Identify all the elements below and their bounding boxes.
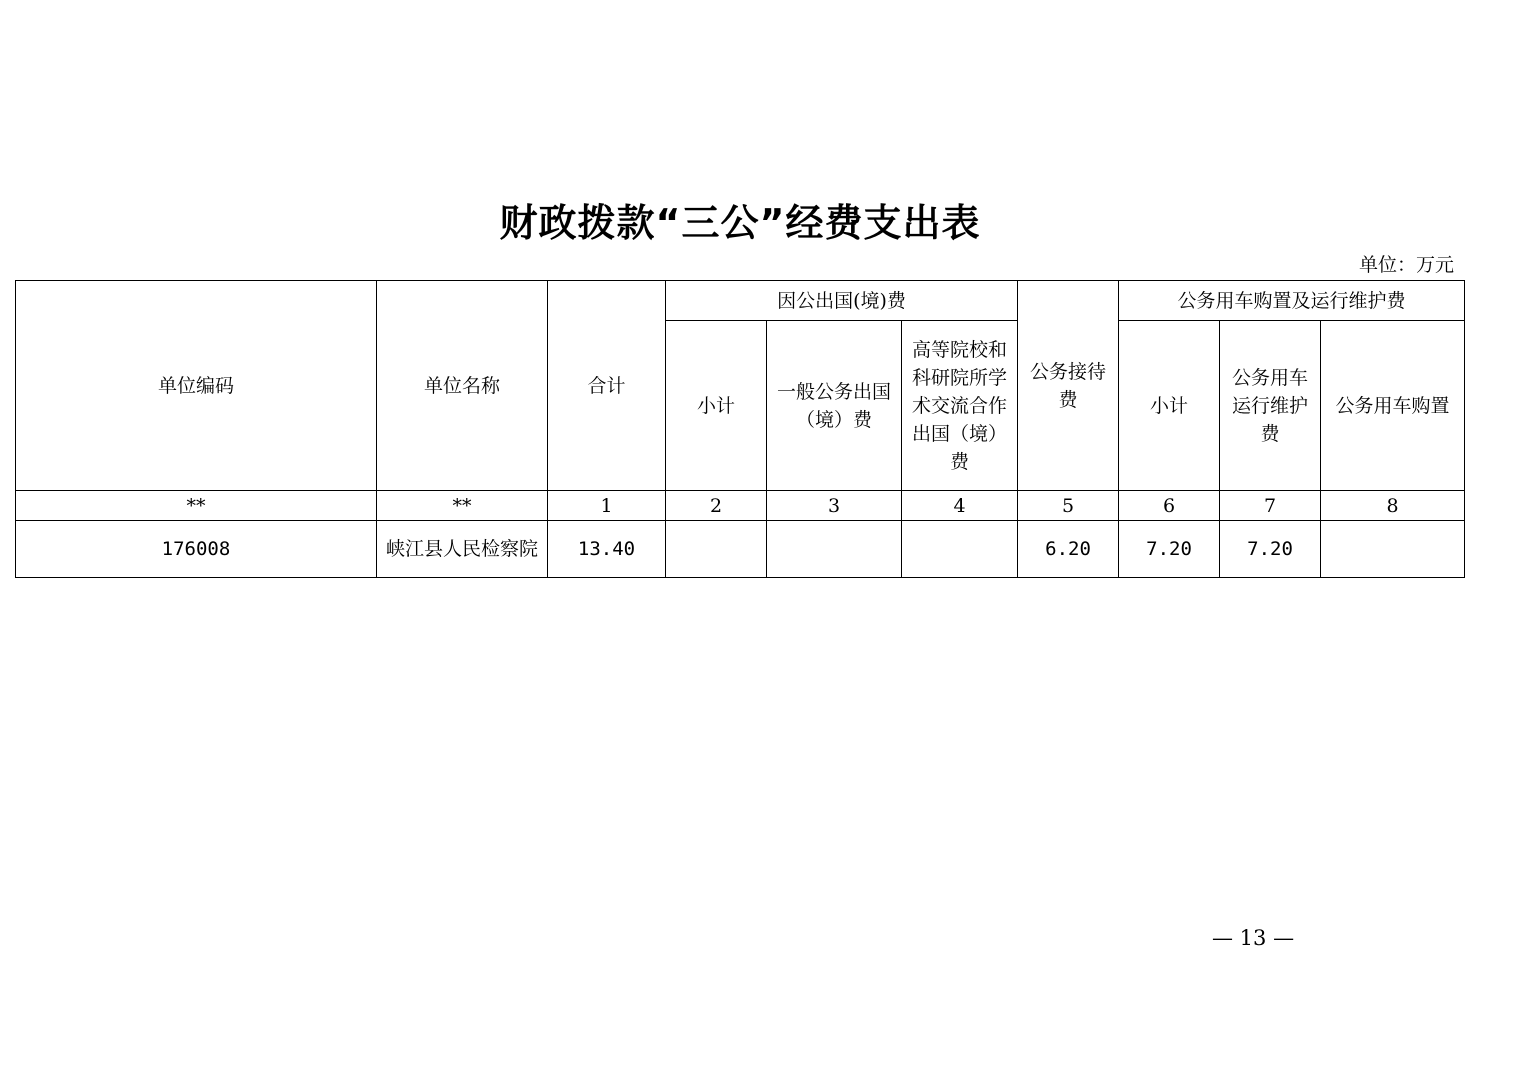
cell-abroad-general bbox=[767, 521, 902, 578]
index-cell: 3 bbox=[767, 491, 902, 521]
header-total: 合计 bbox=[548, 281, 666, 491]
cell-unit-name: 峡江县人民检察院 bbox=[377, 521, 548, 578]
cell-abroad-academic bbox=[902, 521, 1018, 578]
header-abroad-academic: 高等院校和科研院所学术交流合作出国（境）费 bbox=[902, 321, 1018, 491]
index-cell: 6 bbox=[1119, 491, 1220, 521]
header-reception: 公务接待费 bbox=[1018, 281, 1119, 491]
header-vehicle-subtotal: 小计 bbox=[1119, 321, 1220, 491]
index-cell: 5 bbox=[1018, 491, 1119, 521]
cell-vehicle-purchase bbox=[1321, 521, 1465, 578]
cell-abroad-subtotal bbox=[666, 521, 767, 578]
cell-unit-code: 176008 bbox=[16, 521, 377, 578]
header-vehicle-purchase: 公务用车购置 bbox=[1321, 321, 1465, 491]
index-cell: ** bbox=[16, 491, 377, 521]
index-cell: 4 bbox=[902, 491, 1018, 521]
cell-vehicle-operation: 7.20 bbox=[1220, 521, 1321, 578]
cell-reception: 6.20 bbox=[1018, 521, 1119, 578]
index-row bbox=[16, 491, 1465, 521]
three-public-expenditure-table bbox=[15, 280, 1465, 578]
header-vehicle-operation: 公务用车运行维护费 bbox=[1220, 321, 1321, 491]
index-cell: 7 bbox=[1220, 491, 1321, 521]
unit-note: 单位：万元 bbox=[1358, 254, 1454, 276]
header-vehicle-group: 公务用车购置及运行维护费 bbox=[1119, 281, 1465, 321]
header-row-group bbox=[16, 281, 1465, 321]
header-abroad-general: 一般公务出国（境）费 bbox=[767, 321, 902, 491]
header-unit-name: 单位名称 bbox=[377, 281, 548, 491]
cell-vehicle-subtotal: 7.20 bbox=[1119, 521, 1220, 578]
header-unit-code: 单位编码 bbox=[16, 281, 377, 491]
page-number: — 13 — bbox=[1212, 926, 1295, 950]
page-title: 财政拨款“三公”经费支出表 bbox=[499, 201, 981, 245]
header-abroad-subtotal: 小计 bbox=[666, 321, 767, 491]
index-cell: 1 bbox=[548, 491, 666, 521]
header-abroad-group: 因公出国(境)费 bbox=[666, 281, 1018, 321]
index-cell: ** bbox=[377, 491, 548, 521]
index-cell: 8 bbox=[1321, 491, 1465, 521]
table-row bbox=[16, 521, 1465, 578]
index-cell: 2 bbox=[666, 491, 767, 521]
cell-total: 13.40 bbox=[548, 521, 666, 578]
